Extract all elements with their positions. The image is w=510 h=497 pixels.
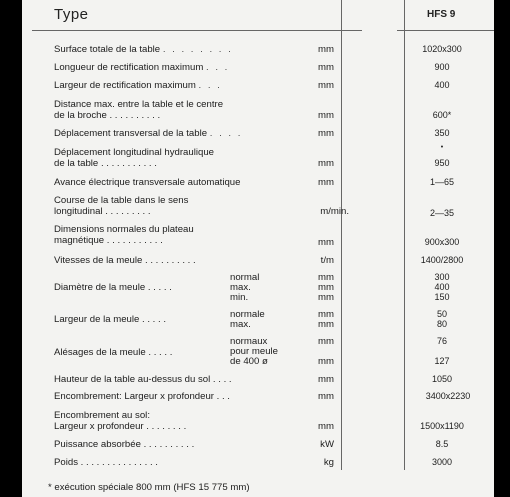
unit-largeur-meule-2: mm (318, 319, 334, 330)
label-plateau-l2: magnétique . . . . . . . . . . . (54, 235, 163, 246)
unit-longitudinal: mm (318, 158, 334, 169)
unit-plateau: mm (318, 237, 334, 248)
value-diametre-3: 150 (434, 292, 450, 302)
value-encombrement-sol: 1500x1190 (420, 421, 464, 431)
value-transversal: 350 (434, 128, 450, 138)
label-encombrement-sol-l2: Largeur x profondeur . . . . . . . . (54, 421, 187, 432)
sub-pour-meule: pour meule (230, 346, 278, 357)
label-encombrement-sol-l1: Encombrement au sol: (54, 410, 150, 421)
sub-normaux: normaux (230, 336, 268, 347)
label-vitesses: Vitesses de la meule . . . . . . . . . . (54, 255, 196, 266)
value-surface: 1020x300 (422, 44, 462, 54)
label-course-l2: longitudinal . . . . . . . . . (54, 206, 151, 217)
label-largeur-meule: Largeur de la meule . . . . . (54, 314, 166, 325)
value-largeur-meule-1: 50 (436, 309, 447, 319)
label-longueur: Longueur de rectification maximum . . . (54, 62, 230, 73)
sub-max: max. (230, 282, 251, 293)
value-longitudinal: 950 (434, 158, 450, 168)
unit-hauteur: mm (318, 374, 334, 385)
value-longueur: 900 (434, 62, 450, 72)
unit-course: m/min. (320, 206, 349, 217)
unit-puissance: kW (320, 439, 334, 450)
unit-encombrement-sol: mm (318, 421, 334, 432)
unit-avance: mm (318, 177, 334, 188)
label-hauteur: Hauteur de la table au-dessus du sol . . . . (54, 374, 232, 385)
value-vitesses: 1400/2800 (420, 255, 464, 265)
label-distance-l2: de la broche . . . . . . . . . . (54, 110, 161, 121)
value-encombrement: 3400x2230 (425, 391, 471, 401)
unit-diametre-2: mm (318, 282, 334, 293)
unit-transversal: mm (318, 128, 334, 139)
unit-surface: mm (318, 44, 334, 55)
label-poids: Poids . . . . . . . . . . . . . . . (54, 457, 158, 468)
label-alesages: Alésages de la meule . . . . . (54, 347, 173, 358)
sub-min: min. (230, 292, 249, 303)
label-plateau-l1: Dimensions normales du plateau (54, 224, 194, 235)
value-alesages-1: 76 (436, 336, 447, 346)
label-diametre: Diamètre de la meule . . . . . (54, 282, 172, 293)
unit-alesages-2: mm (318, 356, 334, 367)
label-largeur: Largeur de rectification maximum . . . (54, 80, 222, 91)
sub-normal: normal (230, 272, 260, 283)
footnote: * exécution spéciale 800 mm (HFS 15 775 mm) (48, 482, 250, 493)
left-column-divider (341, 0, 342, 470)
value-hauteur: 1050 (431, 374, 453, 384)
value-largeur-meule-2: 80 (436, 319, 447, 329)
unit-diametre-1: mm (318, 272, 334, 283)
sub-normale: normale (230, 309, 265, 320)
header-rule (32, 30, 362, 31)
label-encombrement: Encombrement: Largeur x profondeur . . . (54, 391, 230, 402)
label-puissance: Puissance absorbée . . . . . . . . . . (54, 439, 195, 450)
unit-distance: mm (318, 110, 334, 121)
sub-de-400: de 400 ø (230, 356, 268, 367)
label-longitudinal-l1: Déplacement longitudinal hydraulique (54, 147, 215, 158)
unit-diametre-3: mm (318, 292, 334, 303)
value-puissance: 8.5 (435, 439, 449, 449)
label-surface: Surface totale de la table . . . . . . . . (54, 44, 233, 55)
value-diametre-2: 400 (434, 282, 450, 292)
unit-largeur: mm (318, 80, 334, 91)
stray-mark: • (440, 144, 444, 151)
value-diametre-1: 300 (434, 272, 450, 282)
model-heading: HFS 9 (427, 9, 456, 20)
unit-largeur-meule-1: mm (318, 309, 334, 320)
header-rule-right (397, 30, 494, 31)
value-avance: 1—65 (429, 177, 455, 187)
spec-sheet (22, 0, 494, 497)
type-heading: Type (54, 6, 89, 23)
value-alesages-2: 127 (434, 356, 450, 366)
unit-longueur: mm (318, 62, 334, 73)
value-plateau: 900x300 (424, 237, 460, 247)
unit-poids: kg (323, 457, 334, 468)
label-transversal: Déplacement transversal de la table . . . . (54, 128, 243, 139)
label-course-l1: Course de la table dans le sens (54, 195, 189, 206)
value-poids: 3000 (431, 457, 453, 467)
label-longitudinal-l2: de la table . . . . . . . . . . . (54, 158, 157, 169)
label-avance: Avance électrique transversale automatique (54, 177, 241, 188)
sub-max-2: max. (230, 319, 251, 330)
unit-alesages-1: mm (318, 336, 334, 347)
value-distance: 600* (432, 110, 452, 120)
value-course: 2—35 (429, 208, 455, 218)
label-distance-l1: Distance max. entre la table et le centre (54, 99, 224, 110)
value-largeur: 400 (434, 80, 450, 90)
unit-encombrement: mm (318, 391, 334, 402)
unit-vitesses: t/m (320, 255, 334, 266)
